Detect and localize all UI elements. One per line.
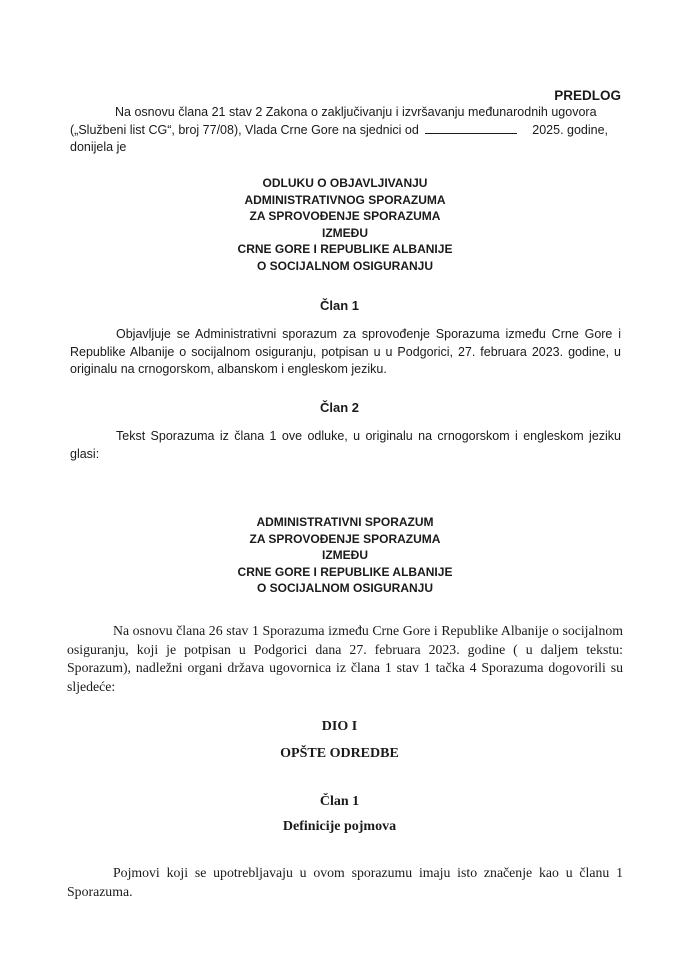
agreement-title-line: CRNE GORE I REPUBLIKE ALBANIJE [237, 564, 453, 579]
agreement-title-line: ADMINISTRATIVNI SPORAZUM [256, 515, 434, 529]
decision-title-line: ZA SPROVOĐENJE SPORAZUMA [249, 209, 441, 223]
preamble-line-2 [70, 121, 621, 139]
article-2-heading: Član 2 [319, 400, 359, 415]
date-blank [425, 121, 517, 134]
part-1-title: OPŠTE ODREDBE [280, 746, 399, 761]
preamble [70, 104, 621, 156]
agreement-intro: Na osnovu člana 26 stav 1 Sporazuma između Crne Gore i Republike Albanije o socijalnom osiguranju, koji je potpisan u Podgorici dana 27. februara 2023. godine ( u daljem tekstu: Sporazum), nadležni organi država ugovornica iz člana 1 stav 1 tačka 4 Sporazuma dogovorili su sljedeće: [67, 623, 623, 694]
agreement-article-1-heading: Član 1 [319, 794, 360, 809]
proposal-label: PREDLOG [554, 88, 621, 103]
decision-title-line: O SOCIJALNOM OSIGURANJU [256, 258, 433, 273]
decision-title [190, 175, 500, 274]
agreement-title-line: ZA SPROVOĐENJE SPORAZUMA [249, 531, 441, 546]
agreement-title [190, 514, 500, 597]
agreement-title-line: IZMEĐU [322, 548, 368, 562]
preamble-line-1: Na osnovu člana 21 stav 2 Zakona o zaključivanju i izvršavanju međunarodnih ugovora [115, 105, 597, 119]
agreement-article-1-subheading: Definicije pojmova [282, 819, 397, 834]
decision-title-line: CRNE GORE I REPUBLIKE ALBANIJE [237, 242, 453, 256]
preamble-line-3: donijela je [70, 140, 127, 154]
decision-title-line: ADMINISTRATIVNOG SPORAZUMA [244, 192, 446, 207]
preamble-line-2-end: 2025. godine, [532, 123, 609, 137]
decision-title-line: ODLUKU O OBJAVLJIVANJU [262, 176, 428, 190]
article-2-text: Tekst Sporazuma iz člana 1 ove odluke, u originalu na crnogorskom i engleskom jeziku glasi: [70, 429, 621, 461]
article-1-text: Objavljuje se Administrativni sporazum za sprovođenje Sporazuma između Crne Gore i Republike Albanije o socijalnom osiguranju, potpisan u u Podgorici, 27. februara 2023. godine, u originalu na crnogorskom, albanskom i engleskom jeziku. [70, 327, 621, 376]
agreement-article-1-text: Pojmovi koji se upotrebljavaju u ovom sporazumu imaju isto značenje kao u članu 1 Sporazuma. [67, 865, 623, 899]
part-1-label: DIO I [321, 719, 358, 734]
preamble-line-2-start: („Službeni list CG“, broj 77/08), Vlada Crne Gore na sjednici od [70, 123, 419, 137]
decision-title-line: IZMEĐU [322, 225, 368, 240]
agreement-title-line: O SOCIJALNOM OSIGURANJU [256, 581, 433, 595]
article-1-heading: Član 1 [319, 298, 359, 313]
